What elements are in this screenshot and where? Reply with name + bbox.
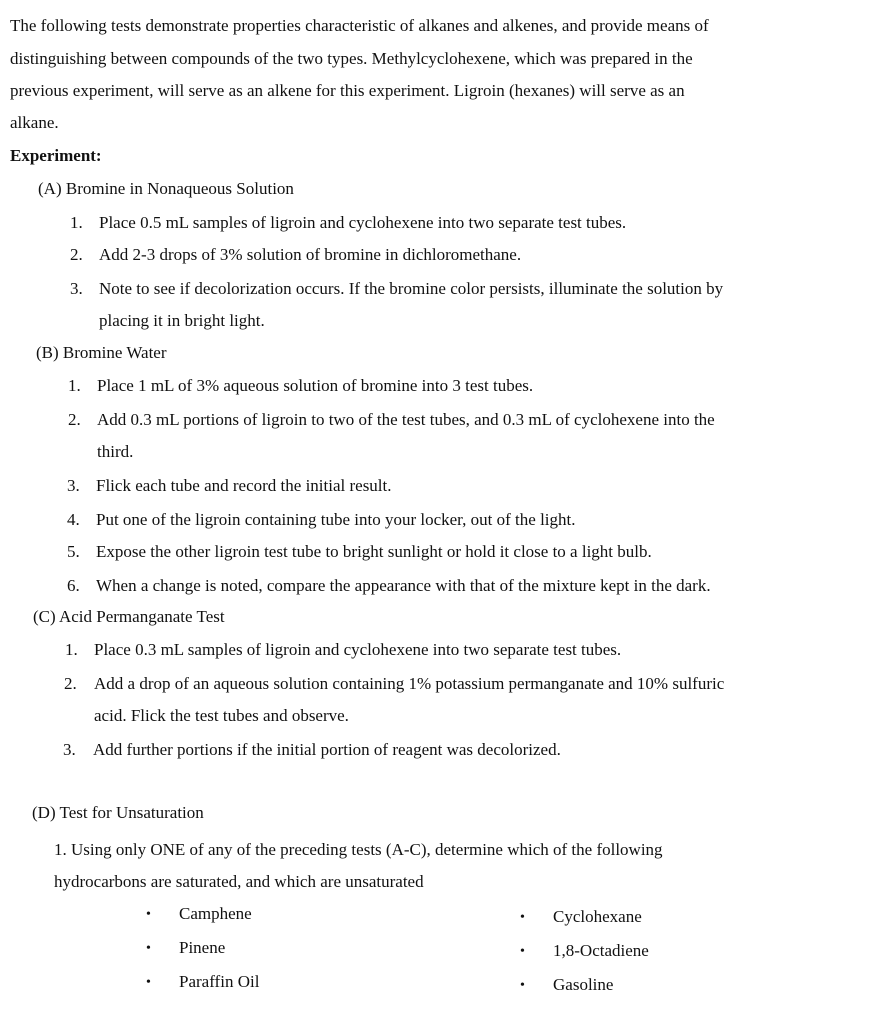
section-a-step-1: Place 0.5 mL samples of ligroin and cyclohexene into two separate test tubes. (99, 213, 627, 232)
section-c-step-3: Add further portions if the initial portion of reagent was decolorized. (93, 740, 561, 759)
bullet-icon: • (520, 910, 525, 925)
intro-line-4: alkane. (10, 113, 59, 132)
bullet-icon: • (146, 941, 151, 956)
section-c-step-2-num: 2. (64, 674, 77, 693)
section-a-step-3-num: 3. (70, 279, 83, 298)
intro-line-3: previous experiment, will serve as an alkene for this experiment. Ligroin (hexanes) will serve as an (10, 81, 685, 100)
section-d-title: (D) Test for Unsaturation (32, 803, 204, 822)
list-item-pinene: Pinene (179, 938, 226, 957)
bullet-icon: • (520, 978, 525, 993)
section-a-step-1-num: 1. (70, 213, 83, 232)
intro-line-1: The following tests demonstrate properties characteristic of alkanes and alkenes, and provide means of (10, 16, 709, 35)
section-b-step-4: Put one of the ligroin containing tube into your locker, out of the light. (96, 510, 576, 529)
section-a-step-2-num: 2. (70, 245, 83, 264)
section-a-title: (A) Bromine in Nonaqueous Solution (38, 179, 294, 198)
list-item-gasoline: Gasoline (553, 975, 614, 994)
section-b-title: (B) Bromine Water (36, 343, 167, 362)
section-c-step-2-line-1: Add a drop of an aqueous solution containing 1% potassium permanganate and 10% sulfuric (94, 674, 725, 693)
bullet-icon: • (146, 975, 151, 990)
section-d-instruction-line-2: hydrocarbons are saturated, and which are unsaturated (54, 872, 424, 891)
section-a-step-3-line-1: Note to see if decolorization occurs. If the bromine color persists, illuminate the solution by (99, 279, 724, 298)
section-a-step-3-line-2: placing it in bright light. (99, 311, 265, 330)
section-b-step-2-line-2: third. (97, 442, 134, 461)
section-c-step-1: Place 0.3 mL samples of ligroin and cyclohexene into two separate test tubes. (94, 640, 622, 659)
bullet-icon: • (146, 907, 151, 922)
section-b-step-6-num: 6. (67, 576, 80, 595)
section-b-step-3: Flick each tube and record the initial result. (96, 476, 392, 495)
section-b-step-1: Place 1 mL of 3% aqueous solution of bromine into 3 test tubes. (97, 376, 534, 395)
list-item-paraffin-oil: Paraffin Oil (179, 972, 260, 991)
intro-line-2: distinguishing between compounds of the two types. Methylcyclohexene, which was prepared in the (10, 49, 693, 68)
section-b-step-4-num: 4. (67, 510, 80, 529)
list-item-cyclohexane: Cyclohexane (553, 907, 642, 926)
section-b-step-2-num: 2. (68, 410, 81, 429)
section-d-instruction-line-1: 1. Using only ONE of any of the preceding tests (A-C), determine which of the following (54, 840, 663, 859)
section-b-step-6: When a change is noted, compare the appearance with that of the mixture kept in the dark. (96, 576, 711, 595)
section-b-step-5-num: 5. (67, 542, 80, 561)
section-c-step-3-num: 3. (63, 740, 76, 759)
list-item-1-8-octadiene: 1,8-Octadiene (553, 941, 649, 960)
section-b-step-1-num: 1. (68, 376, 81, 395)
section-b-step-5: Expose the other ligroin test tube to bright sunlight or hold it close to a light bulb. (96, 542, 652, 561)
list-item-camphene: Camphene (179, 904, 252, 923)
section-c-step-1-num: 1. (65, 640, 78, 659)
section-c-step-2-line-2: acid. Flick the test tubes and observe. (94, 706, 349, 725)
experiment-heading: Experiment: (10, 146, 102, 165)
bullet-icon: • (520, 944, 525, 959)
section-b-step-2-line-1: Add 0.3 mL portions of ligroin to two of the test tubes, and 0.3 mL of cyclohexene into the (97, 410, 715, 429)
section-b-step-3-num: 3. (67, 476, 80, 495)
section-c-title: (C) Acid Permanganate Test (33, 607, 225, 626)
section-a-step-2: Add 2-3 drops of 3% solution of bromine in dichloromethane. (99, 245, 522, 264)
